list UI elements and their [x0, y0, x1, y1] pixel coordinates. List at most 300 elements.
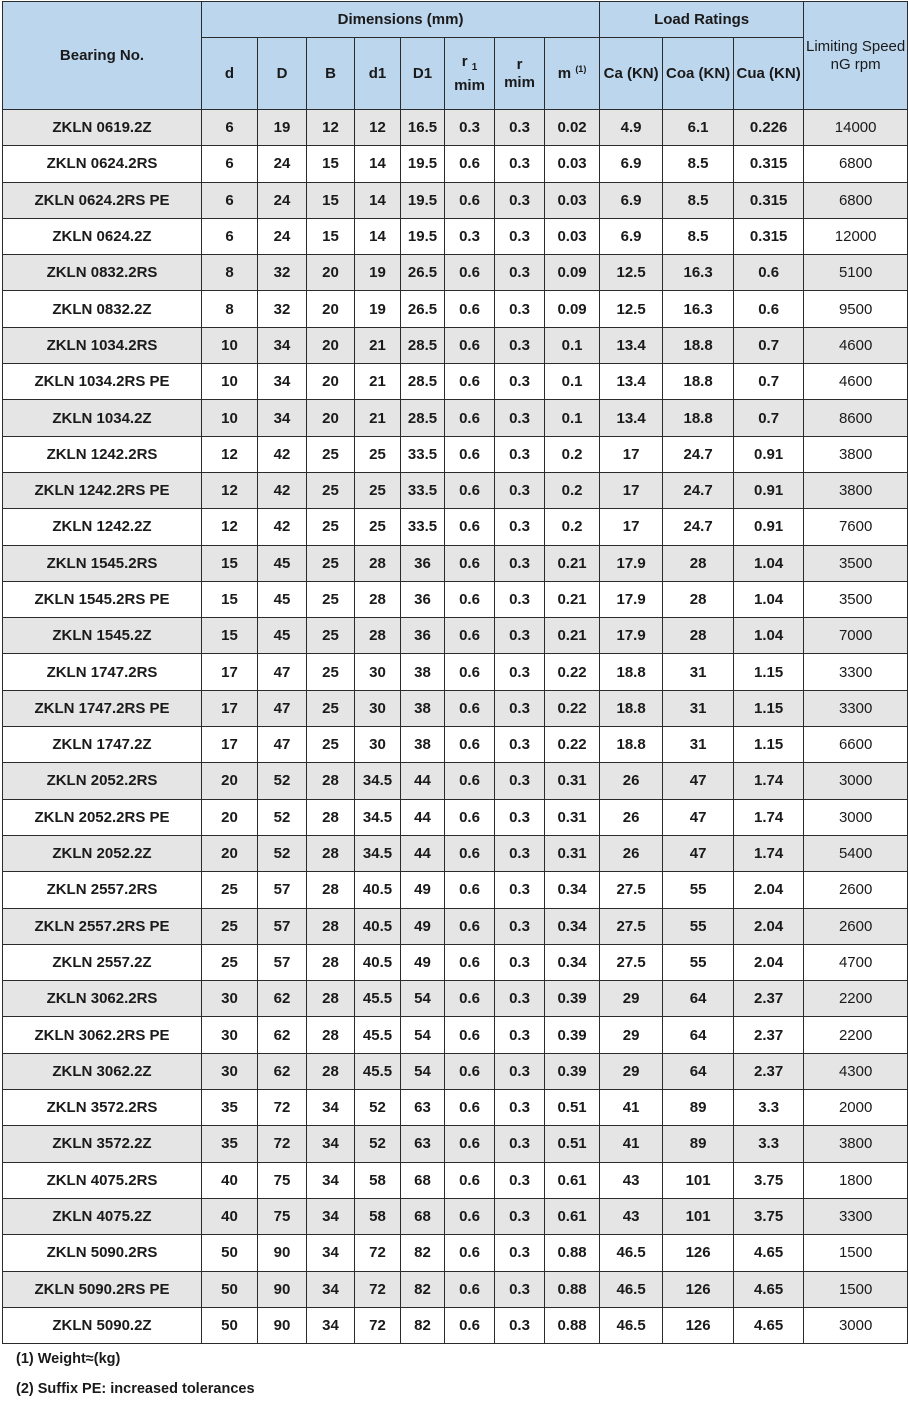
- cell-coa: 101: [663, 1162, 734, 1198]
- table-row: [3, 255, 908, 291]
- table-row: [3, 618, 908, 654]
- header-col-r: r mim: [495, 38, 545, 110]
- cell-r: 0.3: [495, 1307, 545, 1343]
- cell-m: 0.03: [545, 182, 600, 218]
- cell-d: 12: [202, 436, 258, 472]
- cell-m: 0.22: [545, 690, 600, 726]
- cell-B: 25: [307, 727, 355, 763]
- cell-r1: 0.6: [445, 1162, 495, 1198]
- header-col-D: D: [258, 38, 307, 110]
- cell-m: 0.21: [545, 545, 600, 581]
- cell-D1: 82: [401, 1307, 445, 1343]
- cell-m: 0.03: [545, 146, 600, 182]
- cell-bearing-no: ZKLN 1545.2RS: [3, 545, 202, 581]
- cell-d1: 30: [355, 727, 401, 763]
- header-limiting-speed: Limiting Speed nG rpm: [804, 2, 908, 110]
- cell-d1: 21: [355, 364, 401, 400]
- cell-cua: 1.15: [734, 690, 804, 726]
- cell-d: 10: [202, 400, 258, 436]
- cell-d1: 40.5: [355, 872, 401, 908]
- cell-r1: 0.6: [445, 908, 495, 944]
- cell-D: 90: [258, 1271, 307, 1307]
- cell-r1: 0.6: [445, 255, 495, 291]
- table-row: [3, 1162, 908, 1198]
- table-row: [3, 509, 908, 545]
- cell-ca: 26: [600, 799, 663, 835]
- cell-d1: 58: [355, 1198, 401, 1234]
- table-row: [3, 872, 908, 908]
- cell-bearing-no: ZKLN 5090.2RS: [3, 1235, 202, 1271]
- cell-d1: 72: [355, 1235, 401, 1271]
- cell-bearing-no: ZKLN 2557.2RS: [3, 872, 202, 908]
- table-row: [3, 146, 908, 182]
- cell-d: 35: [202, 1090, 258, 1126]
- cell-r: 0.3: [495, 509, 545, 545]
- cell-ca: 18.8: [600, 690, 663, 726]
- cell-speed: 3800: [804, 436, 908, 472]
- cell-bearing-no: ZKLN 0624.2Z: [3, 218, 202, 254]
- cell-cua: 0.6: [734, 255, 804, 291]
- cell-coa: 28: [663, 618, 734, 654]
- cell-m: 0.88: [545, 1307, 600, 1343]
- table-row: [3, 110, 908, 146]
- cell-r1: 0.3: [445, 110, 495, 146]
- table-row: [3, 908, 908, 944]
- cell-d1: 30: [355, 690, 401, 726]
- cell-D: 57: [258, 872, 307, 908]
- cell-speed: 4600: [804, 327, 908, 363]
- cell-D1: 82: [401, 1235, 445, 1271]
- cell-r1: 0.6: [445, 654, 495, 690]
- cell-cua: 4.65: [734, 1271, 804, 1307]
- table-row: [3, 799, 908, 835]
- cell-coa: 8.5: [663, 146, 734, 182]
- header-col-cua: Cua (KN): [734, 38, 804, 110]
- cell-coa: 8.5: [663, 218, 734, 254]
- cell-m: 0.61: [545, 1198, 600, 1234]
- cell-B: 28: [307, 1053, 355, 1089]
- cell-D1: 33.5: [401, 436, 445, 472]
- cell-D1: 49: [401, 908, 445, 944]
- cell-D: 42: [258, 436, 307, 472]
- cell-speed: 3000: [804, 1307, 908, 1343]
- cell-d1: 34.5: [355, 835, 401, 871]
- cell-B: 34: [307, 1235, 355, 1271]
- cell-B: 20: [307, 400, 355, 436]
- cell-bearing-no: ZKLN 1747.2RS: [3, 654, 202, 690]
- cell-m: 0.22: [545, 727, 600, 763]
- cell-cua: 3.3: [734, 1090, 804, 1126]
- cell-ca: 13.4: [600, 364, 663, 400]
- cell-cua: 0.91: [734, 436, 804, 472]
- cell-d1: 30: [355, 654, 401, 690]
- cell-speed: 2000: [804, 1090, 908, 1126]
- cell-D1: 68: [401, 1198, 445, 1234]
- cell-ca: 6.9: [600, 182, 663, 218]
- cell-ca: 27.5: [600, 872, 663, 908]
- cell-speed: 4700: [804, 944, 908, 980]
- cell-d: 25: [202, 908, 258, 944]
- cell-r: 0.3: [495, 908, 545, 944]
- cell-bearing-no: ZKLN 1242.2RS PE: [3, 472, 202, 508]
- cell-D1: 28.5: [401, 327, 445, 363]
- cell-coa: 8.5: [663, 182, 734, 218]
- cell-D1: 54: [401, 1017, 445, 1053]
- cell-ca: 17.9: [600, 545, 663, 581]
- cell-d1: 45.5: [355, 1017, 401, 1053]
- table-row: [3, 981, 908, 1017]
- cell-D1: 68: [401, 1162, 445, 1198]
- cell-D: 32: [258, 291, 307, 327]
- cell-d: 30: [202, 981, 258, 1017]
- cell-D1: 19.5: [401, 146, 445, 182]
- cell-D: 19: [258, 110, 307, 146]
- cell-d: 50: [202, 1307, 258, 1343]
- cell-speed: 3500: [804, 545, 908, 581]
- cell-d1: 34.5: [355, 799, 401, 835]
- cell-ca: 17: [600, 472, 663, 508]
- table-row: [3, 364, 908, 400]
- table-row: [3, 763, 908, 799]
- footnotes: [2, 1344, 907, 1404]
- cell-m: 0.34: [545, 872, 600, 908]
- cell-B: 28: [307, 799, 355, 835]
- cell-d1: 34.5: [355, 763, 401, 799]
- cell-D1: 38: [401, 727, 445, 763]
- cell-bearing-no: ZKLN 2052.2RS: [3, 763, 202, 799]
- cell-bearing-no: ZKLN 2052.2Z: [3, 835, 202, 871]
- cell-d: 25: [202, 944, 258, 980]
- cell-r1: 0.6: [445, 944, 495, 980]
- cell-ca: 29: [600, 1053, 663, 1089]
- cell-d1: 19: [355, 255, 401, 291]
- cell-d: 8: [202, 291, 258, 327]
- header-col-r1: r $_1$ mim: [445, 38, 495, 110]
- cell-bearing-no: ZKLN 4075.2Z: [3, 1198, 202, 1234]
- cell-cua: 2.04: [734, 872, 804, 908]
- table-row: [3, 944, 908, 980]
- cell-cua: 4.65: [734, 1235, 804, 1271]
- cell-d: 15: [202, 545, 258, 581]
- cell-d1: 12: [355, 110, 401, 146]
- table-row: [3, 436, 908, 472]
- cell-m: 0.51: [545, 1090, 600, 1126]
- cell-speed: 2600: [804, 872, 908, 908]
- cell-cua: 2.37: [734, 981, 804, 1017]
- cell-cua: 3.75: [734, 1162, 804, 1198]
- cell-m: 0.21: [545, 618, 600, 654]
- table-row: [3, 727, 908, 763]
- cell-m: 0.2: [545, 436, 600, 472]
- cell-d: 10: [202, 364, 258, 400]
- header-col-d: d: [202, 38, 258, 110]
- cell-d1: 28: [355, 581, 401, 617]
- cell-B: 25: [307, 618, 355, 654]
- cell-d1: 28: [355, 545, 401, 581]
- cell-D: 72: [258, 1126, 307, 1162]
- cell-D: 45: [258, 581, 307, 617]
- cell-bearing-no: ZKLN 1034.2RS: [3, 327, 202, 363]
- cell-m: 0.02: [545, 110, 600, 146]
- cell-d: 6: [202, 182, 258, 218]
- cell-r1: 0.6: [445, 1053, 495, 1089]
- cell-coa: 89: [663, 1126, 734, 1162]
- cell-speed: 1500: [804, 1271, 908, 1307]
- cell-B: 25: [307, 509, 355, 545]
- cell-speed: 3500: [804, 581, 908, 617]
- cell-d: 12: [202, 509, 258, 545]
- cell-ca: 41: [600, 1090, 663, 1126]
- cell-D: 42: [258, 472, 307, 508]
- cell-D1: 38: [401, 690, 445, 726]
- cell-ca: 12.5: [600, 255, 663, 291]
- cell-d1: 25: [355, 472, 401, 508]
- cell-B: 28: [307, 1017, 355, 1053]
- cell-m: 0.34: [545, 944, 600, 980]
- cell-m: 0.03: [545, 218, 600, 254]
- cell-D: 47: [258, 690, 307, 726]
- cell-bearing-no: ZKLN 3572.2RS: [3, 1090, 202, 1126]
- cell-speed: 4300: [804, 1053, 908, 1089]
- cell-coa: 16.3: [663, 291, 734, 327]
- cell-r: 0.3: [495, 182, 545, 218]
- cell-bearing-no: ZKLN 2052.2RS PE: [3, 799, 202, 835]
- cell-B: 28: [307, 944, 355, 980]
- cell-d1: 40.5: [355, 908, 401, 944]
- cell-B: 34: [307, 1198, 355, 1234]
- cell-d1: 72: [355, 1307, 401, 1343]
- cell-speed: 5100: [804, 255, 908, 291]
- cell-ca: 43: [600, 1198, 663, 1234]
- cell-cua: 2.37: [734, 1017, 804, 1053]
- cell-cua: 3.3: [734, 1126, 804, 1162]
- cell-D: 34: [258, 400, 307, 436]
- cell-r: 0.3: [495, 472, 545, 508]
- table-row: [3, 835, 908, 871]
- cell-d: 35: [202, 1126, 258, 1162]
- cell-m: 0.22: [545, 654, 600, 690]
- cell-bearing-no: ZKLN 1034.2RS PE: [3, 364, 202, 400]
- cell-d: 15: [202, 618, 258, 654]
- cell-ca: 18.8: [600, 654, 663, 690]
- cell-B: 34: [307, 1307, 355, 1343]
- cell-coa: 47: [663, 835, 734, 871]
- cell-m: 0.1: [545, 327, 600, 363]
- cell-B: 25: [307, 581, 355, 617]
- table-row: [3, 581, 908, 617]
- cell-r1: 0.6: [445, 618, 495, 654]
- table-header: [3, 2, 908, 110]
- cell-cua: 1.04: [734, 581, 804, 617]
- cell-d: 50: [202, 1235, 258, 1271]
- cell-r1: 0.6: [445, 364, 495, 400]
- cell-r: 0.3: [495, 291, 545, 327]
- cell-r: 0.3: [495, 255, 545, 291]
- cell-m: 0.09: [545, 291, 600, 327]
- cell-m: 0.1: [545, 364, 600, 400]
- table-body: [3, 110, 908, 1344]
- cell-coa: 31: [663, 690, 734, 726]
- cell-D: 47: [258, 727, 307, 763]
- cell-ca: 29: [600, 1017, 663, 1053]
- cell-cua: 0.91: [734, 509, 804, 545]
- cell-D: 62: [258, 981, 307, 1017]
- cell-cua: 0.6: [734, 291, 804, 327]
- header-col-ca: Ca (KN): [600, 38, 663, 110]
- cell-D1: 26.5: [401, 255, 445, 291]
- cell-bearing-no: ZKLN 0624.2RS PE: [3, 182, 202, 218]
- cell-D: 52: [258, 835, 307, 871]
- cell-B: 15: [307, 218, 355, 254]
- cell-cua: 0.315: [734, 146, 804, 182]
- cell-ca: 41: [600, 1126, 663, 1162]
- cell-cua: 0.7: [734, 364, 804, 400]
- cell-d: 15: [202, 581, 258, 617]
- cell-d1: 45.5: [355, 981, 401, 1017]
- cell-bearing-no: ZKLN 3062.2Z: [3, 1053, 202, 1089]
- cell-speed: 1800: [804, 1162, 908, 1198]
- cell-ca: 6.9: [600, 218, 663, 254]
- cell-D1: 36: [401, 581, 445, 617]
- cell-d1: 45.5: [355, 1053, 401, 1089]
- cell-d: 12: [202, 472, 258, 508]
- cell-D: 57: [258, 944, 307, 980]
- table-row: [3, 654, 908, 690]
- cell-coa: 24.7: [663, 472, 734, 508]
- cell-r: 0.3: [495, 835, 545, 871]
- cell-speed: 8600: [804, 400, 908, 436]
- cell-ca: 17.9: [600, 618, 663, 654]
- cell-d: 10: [202, 327, 258, 363]
- cell-d1: 19: [355, 291, 401, 327]
- cell-coa: 16.3: [663, 255, 734, 291]
- cell-bearing-no: ZKLN 0832.2RS: [3, 255, 202, 291]
- cell-cua: 1.15: [734, 727, 804, 763]
- cell-speed: 7600: [804, 509, 908, 545]
- cell-bearing-no: ZKLN 1747.2RS PE: [3, 690, 202, 726]
- cell-bearing-no: ZKLN 0619.2Z: [3, 110, 202, 146]
- cell-d: 40: [202, 1198, 258, 1234]
- cell-bearing-no: ZKLN 5090.2Z: [3, 1307, 202, 1343]
- cell-B: 34: [307, 1271, 355, 1307]
- cell-m: 0.2: [545, 509, 600, 545]
- cell-B: 15: [307, 146, 355, 182]
- cell-B: 34: [307, 1090, 355, 1126]
- cell-coa: 18.8: [663, 364, 734, 400]
- cell-bearing-no: ZKLN 1242.2RS: [3, 436, 202, 472]
- cell-m: 0.2: [545, 472, 600, 508]
- cell-d: 17: [202, 690, 258, 726]
- cell-r1: 0.6: [445, 400, 495, 436]
- cell-bearing-no: ZKLN 3572.2Z: [3, 1126, 202, 1162]
- cell-d1: 25: [355, 436, 401, 472]
- cell-D: 52: [258, 763, 307, 799]
- cell-d: 6: [202, 146, 258, 182]
- cell-d: 25: [202, 872, 258, 908]
- cell-m: 0.39: [545, 981, 600, 1017]
- cell-r1: 0.6: [445, 981, 495, 1017]
- cell-r: 0.3: [495, 1017, 545, 1053]
- cell-bearing-no: ZKLN 1242.2Z: [3, 509, 202, 545]
- cell-r1: 0.6: [445, 690, 495, 726]
- cell-ca: 6.9: [600, 146, 663, 182]
- cell-d1: 14: [355, 218, 401, 254]
- header-col-B: B: [307, 38, 355, 110]
- cell-r: 0.3: [495, 944, 545, 980]
- cell-d: 50: [202, 1271, 258, 1307]
- cell-D: 34: [258, 327, 307, 363]
- header-col-D1: D1: [401, 38, 445, 110]
- cell-r: 0.3: [495, 364, 545, 400]
- cell-ca: 13.4: [600, 400, 663, 436]
- cell-D1: 33.5: [401, 509, 445, 545]
- table-row: [3, 182, 908, 218]
- cell-ca: 46.5: [600, 1271, 663, 1307]
- cell-ca: 17.9: [600, 581, 663, 617]
- cell-B: 15: [307, 182, 355, 218]
- cell-d1: 21: [355, 400, 401, 436]
- table-row: [3, 1053, 908, 1089]
- cell-bearing-no: ZKLN 1545.2Z: [3, 618, 202, 654]
- bearing-table: [2, 1, 908, 1344]
- cell-r: 0.3: [495, 545, 545, 581]
- cell-B: 20: [307, 255, 355, 291]
- cell-r: 0.3: [495, 110, 545, 146]
- cell-r: 0.3: [495, 799, 545, 835]
- cell-B: 12: [307, 110, 355, 146]
- cell-m: 0.51: [545, 1126, 600, 1162]
- cell-B: 25: [307, 436, 355, 472]
- cell-D: 24: [258, 218, 307, 254]
- cell-speed: 3300: [804, 654, 908, 690]
- cell-speed: 3800: [804, 472, 908, 508]
- cell-m: 0.31: [545, 835, 600, 871]
- cell-m: 0.88: [545, 1235, 600, 1271]
- cell-bearing-no: ZKLN 2557.2Z: [3, 944, 202, 980]
- cell-D: 90: [258, 1307, 307, 1343]
- cell-r1: 0.6: [445, 146, 495, 182]
- cell-D: 62: [258, 1017, 307, 1053]
- cell-D1: 63: [401, 1126, 445, 1162]
- cell-bearing-no: ZKLN 1747.2Z: [3, 727, 202, 763]
- cell-r: 0.3: [495, 218, 545, 254]
- cell-d: 30: [202, 1017, 258, 1053]
- cell-coa: 64: [663, 981, 734, 1017]
- cell-speed: 6800: [804, 146, 908, 182]
- footnote-suffix-pe: (2) Suffix PE: increased tolerances: [16, 1381, 255, 1398]
- cell-ca: 29: [600, 981, 663, 1017]
- cell-D: 45: [258, 545, 307, 581]
- cell-D: 75: [258, 1162, 307, 1198]
- cell-bearing-no: ZKLN 0624.2RS: [3, 146, 202, 182]
- cell-ca: 12.5: [600, 291, 663, 327]
- cell-r: 0.3: [495, 1126, 545, 1162]
- cell-D: 42: [258, 509, 307, 545]
- cell-D1: 16.5: [401, 110, 445, 146]
- cell-speed: 3300: [804, 1198, 908, 1234]
- table-row: [3, 1271, 908, 1307]
- table-row: [3, 545, 908, 581]
- cell-coa: 64: [663, 1017, 734, 1053]
- cell-coa: 24.7: [663, 436, 734, 472]
- cell-r1: 0.6: [445, 835, 495, 871]
- cell-m: 0.09: [545, 255, 600, 291]
- cell-r: 0.3: [495, 981, 545, 1017]
- cell-speed: 1500: [804, 1235, 908, 1271]
- cell-coa: 31: [663, 654, 734, 690]
- cell-speed: 2600: [804, 908, 908, 944]
- cell-r: 0.3: [495, 618, 545, 654]
